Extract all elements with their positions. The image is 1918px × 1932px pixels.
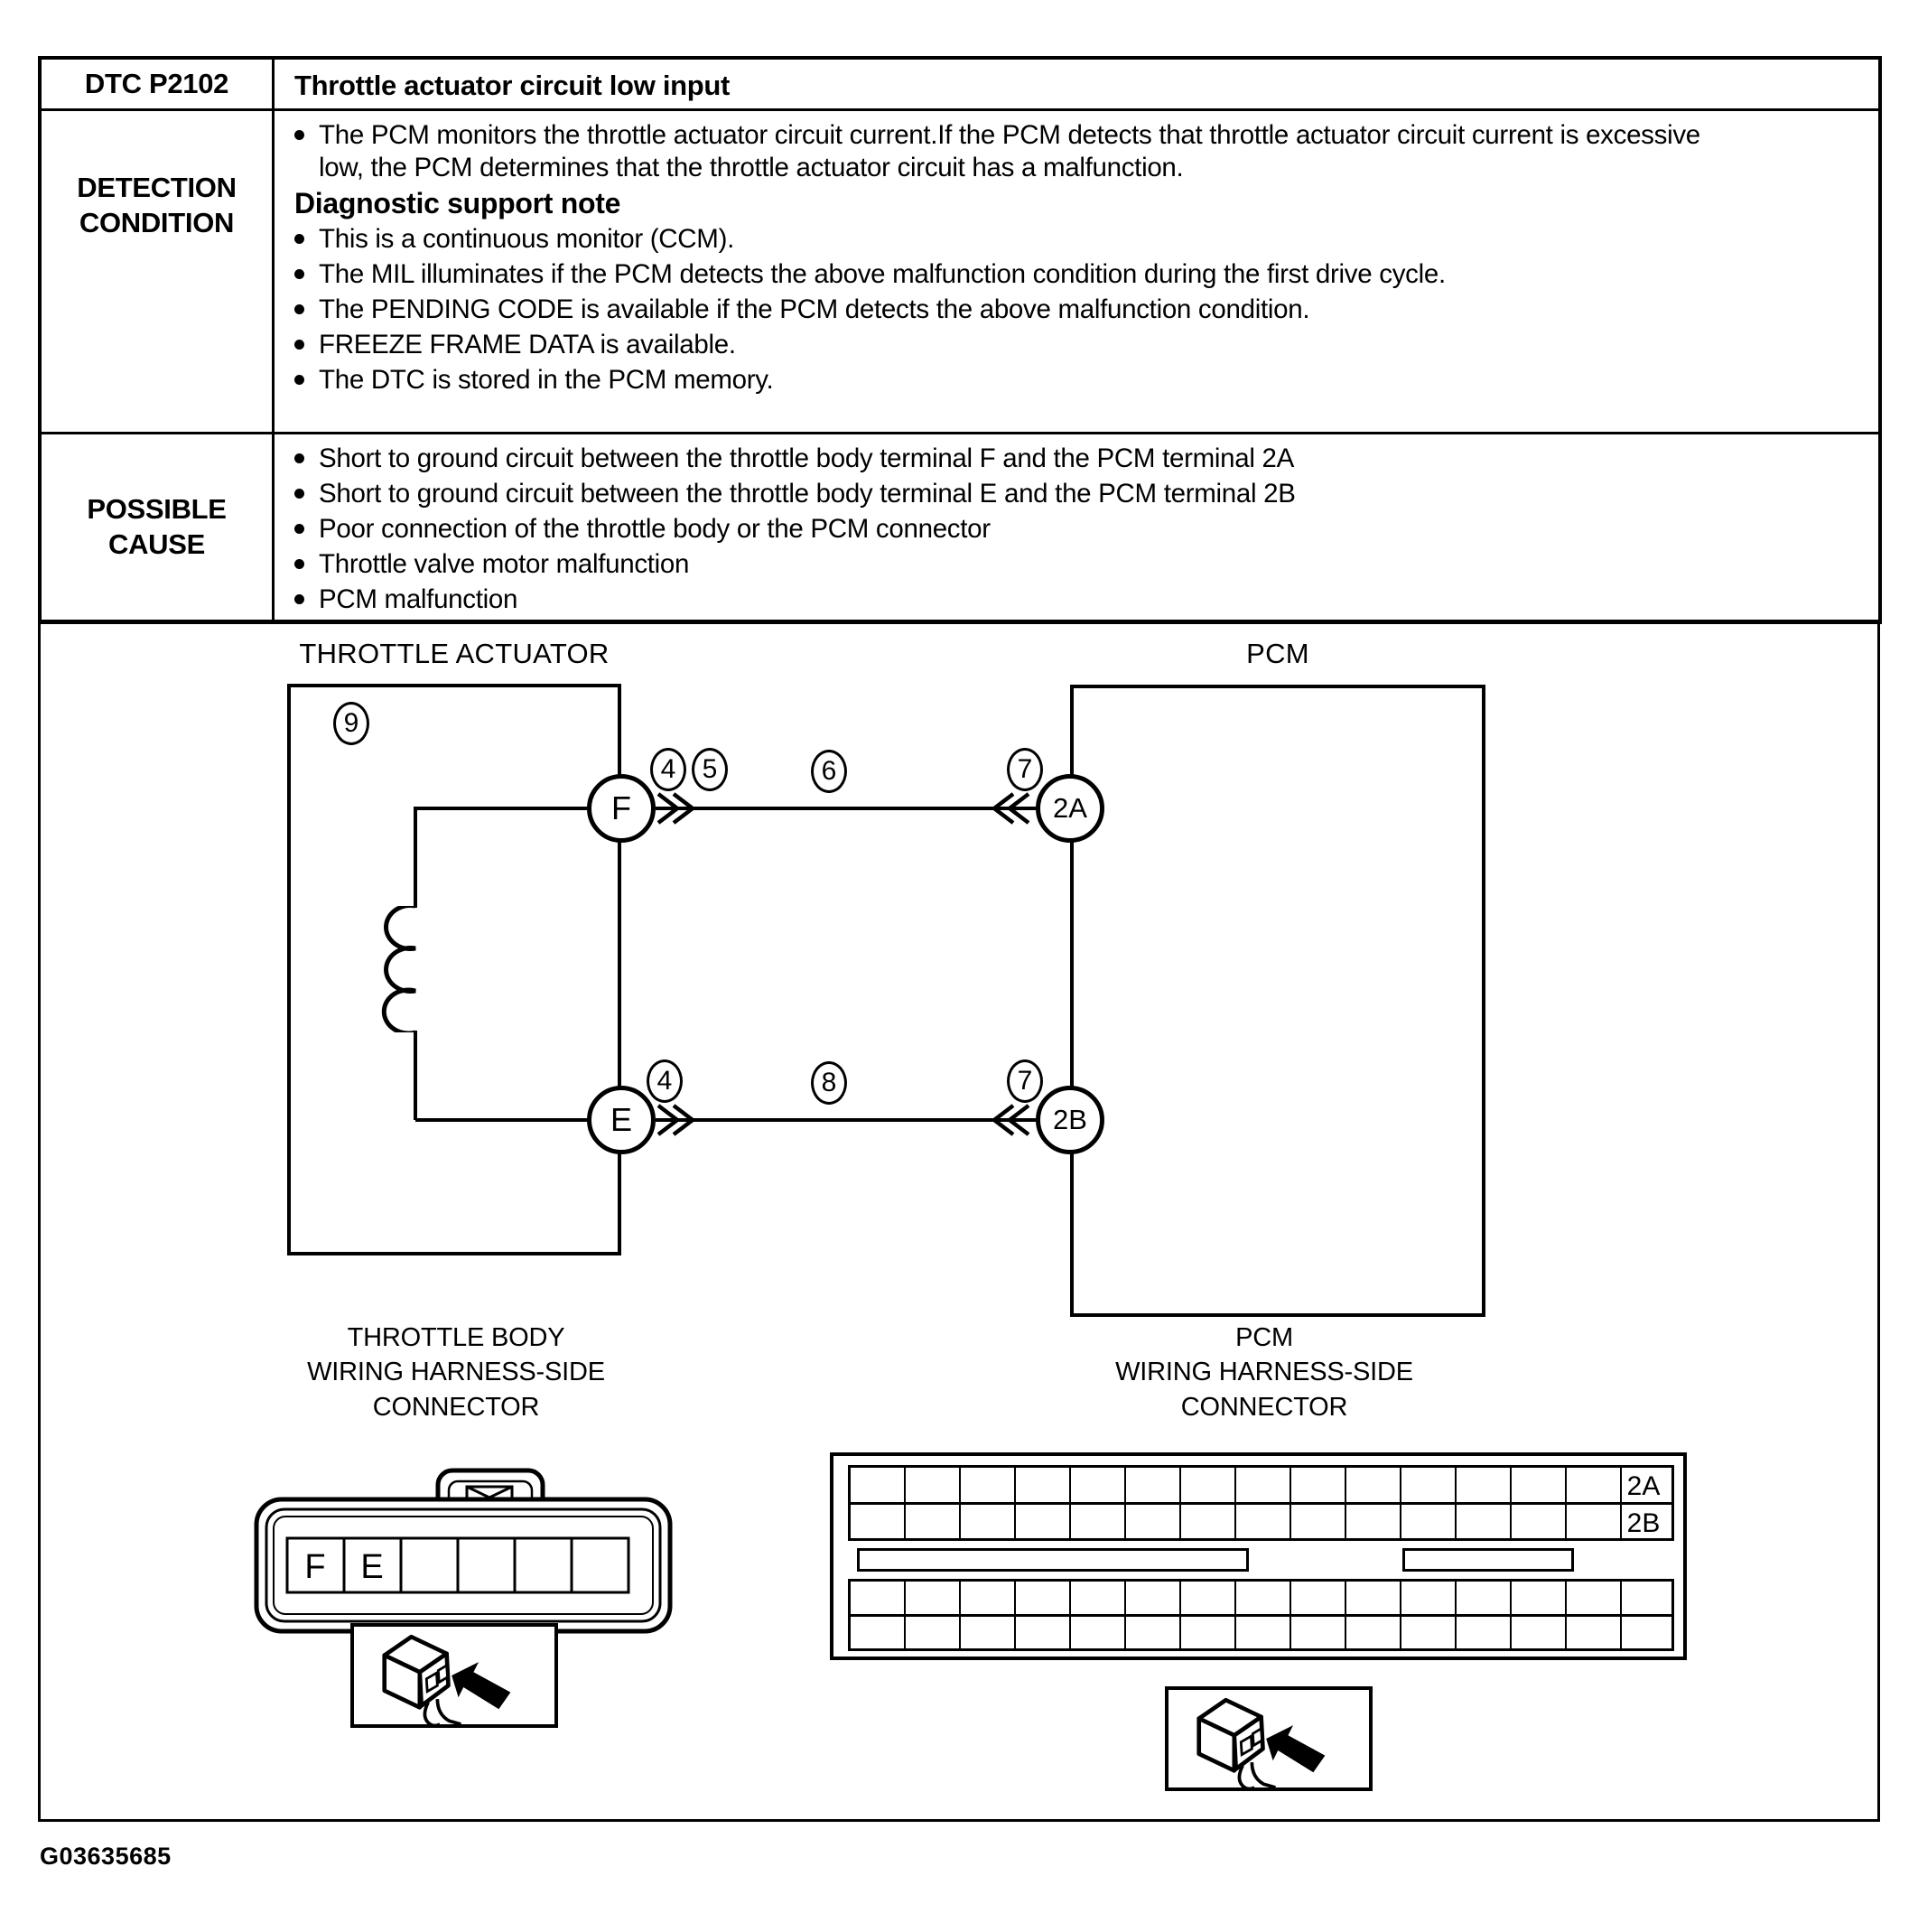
bullet-icon — [294, 304, 304, 314]
list-item: The DTC is stored in the PCM memory. — [294, 364, 1862, 397]
terminal-2a: 2A — [1036, 774, 1104, 843]
pin-2b-label: 2B — [1626, 1508, 1661, 1538]
throttle-body-connector — [251, 1461, 675, 1638]
callout-8: 8 — [811, 1061, 847, 1105]
bullet-icon — [294, 375, 304, 385]
chevron-left-icon — [992, 789, 1033, 828]
pin-f-label: F — [304, 1548, 326, 1586]
list-item: The MIL illuminates if the PCM detects the above malfunction condition during the first drive cycle. — [294, 258, 1862, 291]
table-row — [42, 108, 1878, 432]
table-row — [42, 432, 1878, 621]
connector-3d-icon — [1168, 1690, 1369, 1787]
callout-5: 5 — [692, 748, 728, 791]
detection-condition-content — [275, 111, 1878, 432]
internal-wire — [415, 807, 589, 810]
bullet-icon — [294, 269, 304, 279]
pcm-connector — [830, 1452, 1687, 1660]
bullet-icon — [294, 234, 304, 244]
callout-6: 6 — [811, 750, 847, 793]
connector-view-box — [1165, 1686, 1373, 1791]
wire-e-to-2b — [656, 1118, 1036, 1122]
chevron-right-icon — [654, 1100, 695, 1140]
list-item: The PCM monitors the throttle actuator circuit current.If the PCM detects that throttle actuator circuit current is excessive low, the PCM determines that the throttle actuator circuit has a malfunction. — [294, 119, 1862, 184]
list-item: Short to ground circuit between the throttle body terminal E and the PCM terminal 2B — [294, 478, 1862, 510]
connector-3d-icon — [354, 1627, 554, 1724]
list-item: FREEZE FRAME DATA is available. — [294, 329, 1862, 361]
callout-7: 7 — [1007, 748, 1043, 791]
arrow-icon — [1266, 1725, 1325, 1772]
terminal-f: F — [587, 774, 656, 843]
callout-7: 7 — [1007, 1059, 1043, 1103]
dtc-table — [38, 56, 1882, 624]
dtc-code: DTC P2102 — [84, 68, 229, 99]
callout-9: 9 — [333, 702, 369, 745]
list-item: Throttle valve motor malfunction — [294, 548, 1862, 581]
pcm-box — [1070, 685, 1485, 1317]
list-item: PCM malfunction — [294, 583, 1862, 616]
pin-e-label: E — [360, 1548, 384, 1586]
possible-cause-content — [275, 434, 1878, 621]
bullet-icon — [294, 524, 304, 534]
possible-cause-label: POSSIBLE CAUSE — [87, 493, 227, 560]
chevron-left-icon — [992, 1100, 1033, 1140]
dtc-code-cell — [42, 60, 275, 108]
terminal-e: E — [587, 1086, 656, 1154]
internal-wire — [415, 1118, 589, 1122]
chevron-right-icon — [654, 789, 695, 828]
internal-wire — [414, 807, 417, 908]
diagnostic-note-heading: Diagnostic support note — [294, 186, 621, 219]
figure-id: G03635685 — [40, 1843, 172, 1870]
table-row — [42, 60, 1878, 108]
bullet-icon — [294, 559, 304, 569]
motor-coil-icon — [361, 906, 461, 1032]
pcm-title: PCM — [1246, 638, 1309, 669]
pcm-pin-grid-bottom — [848, 1579, 1674, 1651]
connector-slot — [857, 1548, 1249, 1572]
bullet-icon — [294, 453, 304, 463]
bullet-icon — [294, 130, 304, 140]
list-item: The PENDING CODE is available if the PCM detects the above malfunction condition. — [294, 294, 1862, 326]
callout-4: 4 — [647, 1059, 683, 1103]
terminal-2b: 2B — [1036, 1086, 1104, 1154]
bullet-icon — [294, 489, 304, 499]
list-item: Poor connection of the throttle body or the PCM connector — [294, 513, 1862, 546]
connector-view-box — [350, 1623, 558, 1728]
throttle-actuator-title: THROTTLE ACTUATOR — [299, 638, 610, 669]
detection-condition-label: DETECTION CONDITION — [77, 172, 237, 238]
detection-condition-cell — [42, 111, 275, 432]
dtc-title-cell — [275, 60, 1878, 108]
bullet-icon — [294, 340, 304, 350]
pin-2a-label: 2A — [1626, 1471, 1661, 1501]
callout-4: 4 — [650, 748, 686, 791]
wire-f-to-2a — [656, 807, 1036, 810]
throttle-body-connector-label: THROTTLE BODY WIRING HARNESS-SIDE CONNECTOR — [307, 1323, 605, 1422]
arrow-icon — [452, 1662, 510, 1709]
list-item: This is a continuous monitor (CCM). — [294, 223, 1862, 256]
possible-cause-cell — [42, 434, 275, 621]
pcm-connector-label: PCM WIRING HARNESS-SIDE CONNECTOR — [1115, 1323, 1413, 1422]
internal-wire — [414, 1031, 417, 1120]
list-item: Short to ground circuit between the throttle body terminal F and the PCM terminal 2A — [294, 443, 1862, 475]
bullet-icon — [294, 594, 304, 604]
pcm-pin-grid-top — [848, 1465, 1674, 1541]
dtc-title: Throttle actuator circuit low input — [294, 70, 731, 101]
connector-slot — [1402, 1548, 1574, 1572]
